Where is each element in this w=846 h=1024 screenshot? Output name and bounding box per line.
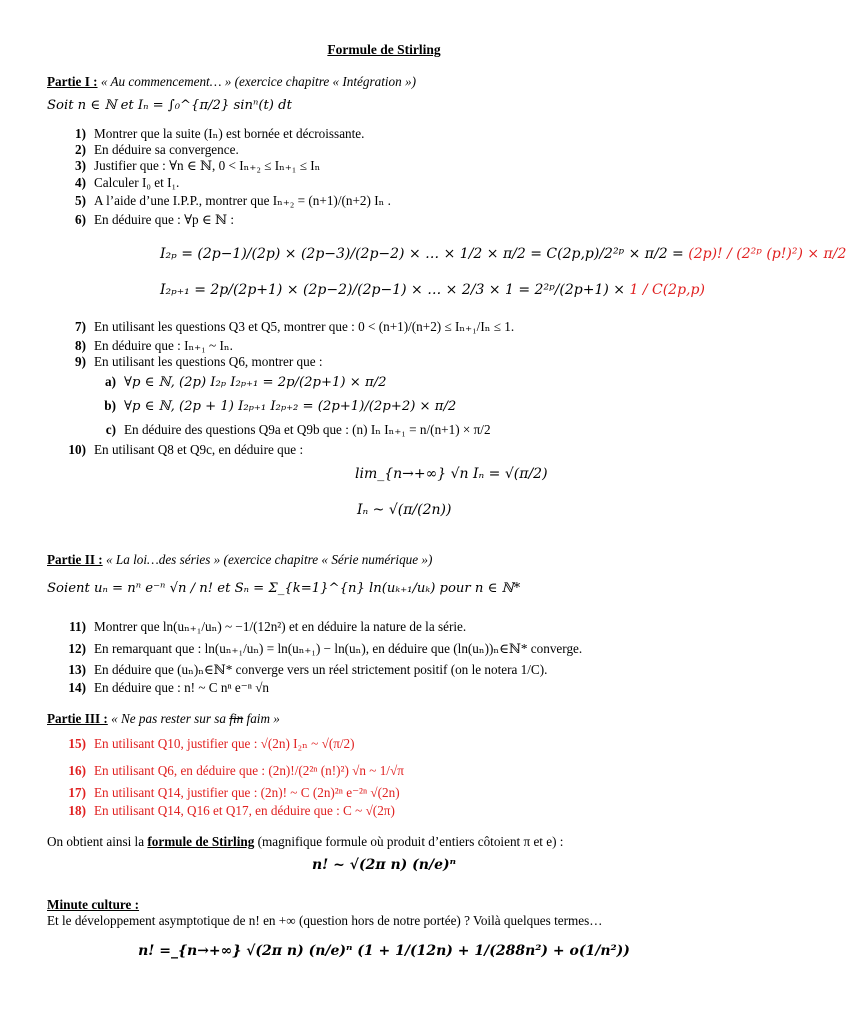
question-3 (62, 159, 320, 174)
part1-heading (47, 75, 416, 90)
question-number: 5) (75, 193, 86, 208)
part2-heading (47, 553, 432, 568)
question-number: 8) (75, 338, 86, 353)
question-10 (62, 443, 303, 458)
equation-odd-main: I₂ₚ₊₁ = 2p/(2p+1) × (2p−2)/(2p−1) × … × 2/3 × 1 = 2²ᵖ/(2p+1) × (160, 282, 626, 298)
part3-description-end: faim » (246, 711, 280, 726)
part3-description-start: « Ne pas rester sur sa (111, 711, 227, 726)
subquestion-letter: b) (104, 398, 116, 413)
equation-even-main: I₂ₚ = (2p−1)/(2p) × (2p−3)/(2p−2) × … × 1/2 × π/2 = C(2p,p)/2²ᵖ × π/2 = (160, 246, 684, 262)
question-number: 12) (68, 641, 86, 656)
question-number: 9) (75, 354, 86, 369)
question-9c (96, 423, 491, 438)
question-number: 16) (68, 763, 86, 778)
question-number: 17) (68, 785, 86, 800)
subquestion-letter: a) (105, 374, 116, 389)
question-4 (62, 176, 179, 191)
question-14 (62, 681, 269, 696)
question-text: En utilisant Q6, en déduire que : (2n)!/(2²ⁿ (n!)²) √n ~ 1/√π (94, 763, 404, 778)
question-text: En déduire que : n! ~ C nⁿ e⁻ⁿ √n (94, 680, 270, 695)
question-16 (62, 764, 404, 779)
part3-heading (47, 712, 280, 727)
question-12 (62, 642, 582, 657)
question-number: 13) (68, 662, 86, 677)
question-number: 18) (68, 803, 86, 818)
part1-intro: Soit n ∈ ℕ et Iₙ = ∫₀^{π/2} sinⁿ(t) dt (47, 98, 292, 113)
question-18 (62, 804, 395, 819)
question-text: En utilisant les questions Q6, montrer que : (94, 354, 323, 369)
part2-description: « La loi…des séries » (exercice chapitre « Série numérique ») (105, 552, 433, 567)
question-text: A l’aide d’une I.P.P., montrer que Iₙ₊₂ = (n+1)/(n+2) Iₙ . (94, 193, 391, 208)
equation-even-red: (2p)! / (2²ᵖ (p!)²) × π/2 (688, 246, 846, 262)
part1-label: Partie I : (47, 74, 98, 89)
question-text: En utilisant Q14, justifier que : (2n)! ~ C (2n)²ⁿ e⁻²ⁿ √(2n) (94, 785, 400, 800)
question-15 (62, 737, 355, 752)
question-text: Montrer que ln(uₙ₊₁/uₙ) ~ −1/(12n²) et en déduire la nature de la série. (94, 619, 467, 634)
question-number: 11) (69, 619, 86, 634)
question-number: 3) (75, 158, 86, 173)
asymptotic-expansion-formula: n! =_{n→+∞} √(2π n) (n/e)ⁿ (1 + 1/(12n) + 1/(288n²) + o(1/n²)) (138, 943, 630, 959)
part1-description: « Au commencement… » (exercice chapitre « Intégration ») (100, 74, 417, 89)
question-number: 14) (68, 680, 86, 695)
subquestion-text: En déduire des questions Q9a et Q9b que : (n) Iₙ Iₙ₊₁ = n/(n+1) × π/2 (124, 422, 491, 437)
question-text: En déduire que (uₙ)ₙ∈ℕ* converge vers un réel strictement positif (on le notera 1/C). (94, 662, 548, 677)
subquestion-text: ∀p ∈ ℕ, (2p + 1) I₂ₚ₊₁ I₂ₚ₊₂ = (2p+1)/(2p+2) × π/2 (124, 399, 457, 414)
stirling-formula-name: formule de Stirling (147, 834, 255, 849)
question-text: En utilisant Q10, justifier que : √(2n) I₂ₙ ~ √(π/2) (94, 736, 355, 751)
question-9b (96, 399, 456, 415)
question-number: 10) (68, 442, 86, 457)
question-9 (62, 355, 323, 370)
culture-heading: Minute culture : (47, 897, 140, 912)
conclusion-text-start: On obtient ainsi la (47, 834, 145, 849)
subquestion-letter: c) (105, 422, 116, 437)
question-1 (62, 127, 364, 142)
part2-label: Partie II : (47, 552, 103, 567)
question-9a (96, 375, 386, 391)
question-text: Calculer I₀ et I₁. (94, 175, 180, 190)
part3-label: Partie III : (47, 711, 108, 726)
question-17 (62, 786, 400, 801)
question-8 (62, 339, 233, 354)
question-5 (62, 194, 391, 209)
question-number: 15) (68, 736, 86, 751)
question-number: 1) (75, 126, 86, 141)
culture-text: Et le développement asymptotique de n! en +∞ (question hors de notre portée) ? Voilà quelques termes… (47, 913, 603, 928)
question-text: En utilisant les questions Q3 et Q5, montrer que : 0 < (n+1)/(n+2) ≤ Iₙ₊₁/Iₙ ≤ 1. (94, 319, 515, 334)
equivalent-formula: Iₙ ~ √(π/(2n)) (357, 502, 452, 518)
stirling-formula: n! ~ √(2π n) (n/e)ⁿ (311, 857, 457, 873)
conclusion-text-end: (magnifique formule où produit d’entiers côtoient π et e) : (257, 834, 564, 849)
equation-odd-red: 1 / C(2p,p) (629, 282, 705, 298)
question-number: 2) (75, 142, 86, 157)
part2-intro: Soient uₙ = nⁿ e⁻ⁿ √n / n! et Sₙ = Σ_{k=1}^{n} ln(uₖ₊₁/uₖ) pour n ∈ ℕ* (47, 581, 521, 596)
limit-formula: lim_{n→+∞} √n Iₙ = √(π/2) (355, 466, 548, 482)
question-number: 6) (75, 212, 86, 227)
question-number: 7) (75, 319, 86, 334)
question-7 (62, 320, 514, 335)
equation-even-integral (160, 247, 846, 262)
subquestion-text: ∀p ∈ ℕ, (2p) I₂ₚ I₂ₚ₊₁ = 2p/(2p+1) × π/2 (124, 375, 387, 390)
equation-odd-integral (160, 283, 705, 298)
question-text: En utilisant Q8 et Q9c, en déduire que : (94, 442, 304, 457)
question-text: En déduire que : Iₙ₊₁ ~ Iₙ. (94, 338, 233, 353)
question-text: Justifier que : ∀n ∈ ℕ, 0 < Iₙ₊₂ ≤ Iₙ₊₁ ≤ Iₙ (94, 158, 321, 173)
question-text: Montrer que la suite (Iₙ) est bornée et décroissante. (94, 126, 365, 141)
question-6 (62, 213, 234, 228)
question-number: 4) (75, 175, 86, 190)
question-2 (62, 143, 239, 158)
question-11 (62, 620, 466, 635)
question-text: En remarquant que : ln(uₙ₊₁/uₙ) = ln(uₙ₊₁) − ln(uₙ), en déduire que (ln(uₙ))ₙ∈ℕ* converge. (94, 641, 583, 656)
document-title: Formule de Stirling (327, 42, 441, 57)
question-text: En déduire sa convergence. (94, 142, 239, 157)
question-text: En déduire que : ∀p ∈ ℕ : (94, 212, 235, 227)
question-text: En utilisant Q14, Q16 et Q17, en déduire que : C ~ √(2π) (94, 803, 395, 818)
conclusion-line (47, 835, 563, 850)
question-13 (62, 663, 547, 678)
part3-description-struck: fin (229, 711, 244, 726)
